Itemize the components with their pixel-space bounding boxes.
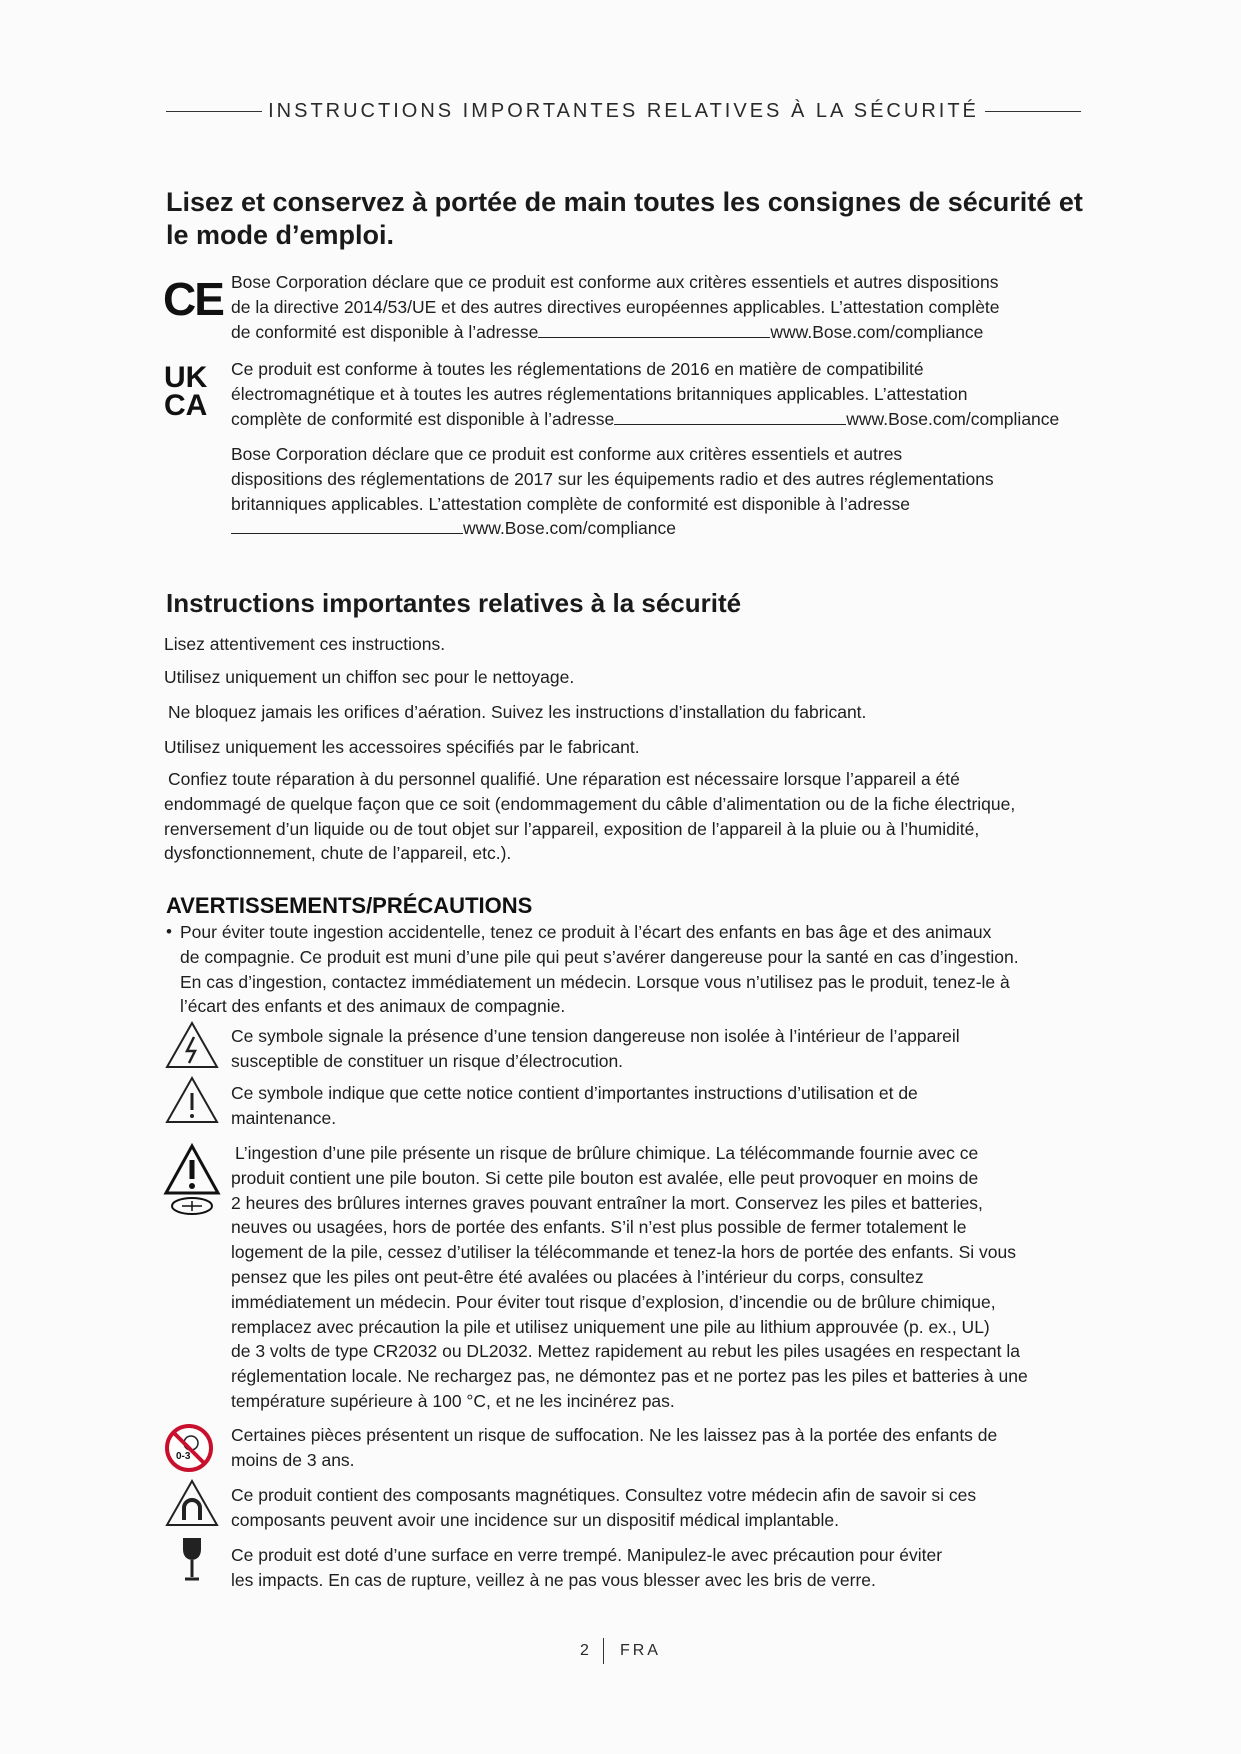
ukca-line-3: complète de conformité est disponible à l’adresse www.Bose.com/compliance [231,408,1060,429]
repair-paragraph: Confiez toute réparation à du personnel qualifié. Une réparation est nécessaire lorsque l’appareil a été endommagé de quelque façon que ce soit (endommagement du câble d’alimentation ou de la fiche électrique, renversement d’un liquide ou de tout objet sur l’appareil, exposition de l’appareil à la pluie ou à l’humidité, dysfonctionnement, chute de l’appareil, etc.). [164,769,1016,864]
safety-heading: Instructions importantes relatives à la sécurité [166,588,742,618]
safety-item: Utilisez uniquement un chiffon sec pour le nettoyage. [164,667,575,687]
ce-declaration [231,270,1101,344]
notice-warning: Ce symbole indique que cette notice contient d’importantes instructions d’utilisation et de maintenance. [231,1083,918,1128]
radio-url: www.Bose.com/compliance [463,518,676,539]
warnings-heading: AVERTISSEMENTS/PRÉCAUTIONS [166,893,533,918]
coin-battery-warning-icon [163,1143,221,1217]
bullet-icon: • [166,922,172,941]
battery-warning: L’ingestion d’une pile présente un risque de brûlure chimique. La télécommande fournie avec ce produit contient une pile bouton. Si cette pile bouton est avalée, elle peut provoquer en moins de 2 heures des brûlures internes graves pouvant entraîner la mort. Conservez les piles et batteries, neuves ou usagées, hors de portée des enfants. S’il n’est plus possible de fermer totalement le logement de la pile, cessez d’utiliser la télécommande et tenez-la hors de portée des enfants. Si vous pensez que les piles ont peut-être été avalées ou placées à l’intérieur du corps, consultez immédiatement un médecin. Pour éviter tout risque d’explosion, d’incendie ou de brûlure chimique, remplacez avec précaution la pile et utilisez uniquement une pile au lithium approuvée (p. ex., UL) de 3 volts de type CR2032 ou DL2032. Mettez rapidement au rebut les piles usagées en respectant la réglementation locale. Ne rechargez pas, ne démontez pas et ne portez pas les piles et batteries à une température supérieure à 100 °C, et ne les incinérez pas. [231,1143,1028,1411]
ce-line-3: de conformité est disponible à l’adresse www.Bose.com/compliance [231,321,984,342]
choking-hazard-icon [164,1423,214,1473]
voltage-warning: Ce symbole signale la présence d’une tension dangereuse non isolée à l’intérieur de l’appareil susceptible de constituer un risque d’électrocution. [231,1026,960,1071]
header-rule-left [166,111,262,112]
radio-line-4 [231,516,1101,541]
magnetic-warning: Ce produit contient des composants magnétiques. Consultez votre médecin afin de savoir si ces composants peuvent avoir une incidence sur un dispositif médical implantable. [231,1485,977,1530]
choking-warning: Certaines pièces présentent un risque de suffocation. Ne les laissez pas à la portée des enfants de moins de 3 ans. [231,1425,998,1470]
header-title: INSTRUCTIONS IMPORTANTES RELATIVES À LA SÉCURITÉ [268,100,979,122]
ce-mark-icon: CE [163,273,223,325]
magnetic-warning-icon [164,1478,220,1528]
language-code: FRA [619,1642,661,1660]
safety-item: Ne bloquez jamais les orifices d’aération. Suivez les instructions d’installation du fabricant. [168,702,867,722]
ingestion-warning: Pour éviter toute ingestion accidentelle, tenez ce produit à l’écart des enfants en bas âge et des animaux de compagnie. Ce produit est muni d’une pile qui peut s’avérer dangereuse pour la santé en cas d’ingestion. En cas d’ingestion, contactez immédiatement un médecin. Lorsque vous n’utilisez pas le produit, tenez-le à l’écart des enfants et des animaux de compagnie. [180,922,1019,1017]
radio-line-3: britanniques applicables. L’attestation complète de conformité est disponible à l’adresse [231,493,911,514]
page-header [166,100,1081,123]
exclamation-warning-icon [164,1075,220,1125]
ukca-mark-icon: UK CA [164,361,208,422]
svg-text:0-3: 0-3 [176,1451,191,1462]
ukca-line-1: Ce produit est conforme à toutes les réglementations de 2016 en matière de compatibilité [231,359,924,379]
ukca-line-2: électromagnétique et à toutes les autres réglementations britanniques applicables. L’attestation [231,383,968,404]
fragile-glass-icon [180,1535,204,1585]
safety-item: Lisez attentivement ces instructions. [164,634,446,654]
ce-line-1: Bose Corporation déclare que ce produit est conforme aux critères essentiels et autres dispositions [231,272,999,292]
safety-item: Utilisez uniquement les accessoires spécifiés par le fabricant. [164,737,640,757]
ukca-url: www.Bose.com/compliance [846,408,1060,429]
intro-heading: Lisez et conservez à portée de main toutes les consignes de sécurité et le mode d’emploi. [166,187,1083,250]
radio-declaration [231,442,1101,541]
electric-shock-warning-icon [164,1020,220,1070]
radio-line-1: Bose Corporation déclare que ce produit est conforme aux critères essentiels et autres [231,444,903,464]
glass-warning: Ce produit est doté d’une surface en verre trempé. Manipulez-le avec précaution pour éviter les impacts. En cas de rupture, veillez à ne pas vous blesser avec les bris de verre. [231,1545,943,1590]
ukca-declaration [231,357,1131,431]
page-number: 2 [580,1642,589,1660]
header-rule-right [985,111,1081,112]
ce-line-2: de la directive 2014/53/UE et des autres directives européennes applicables. L’attestation complète [231,296,1000,317]
page-footer [0,1638,1241,1664]
footer-divider [603,1638,604,1664]
radio-line-2: dispositions des réglementations de 2017 sur les équipements radio et des autres réglementations [231,468,994,489]
ce-url: www.Bose.com/compliance [770,321,984,342]
